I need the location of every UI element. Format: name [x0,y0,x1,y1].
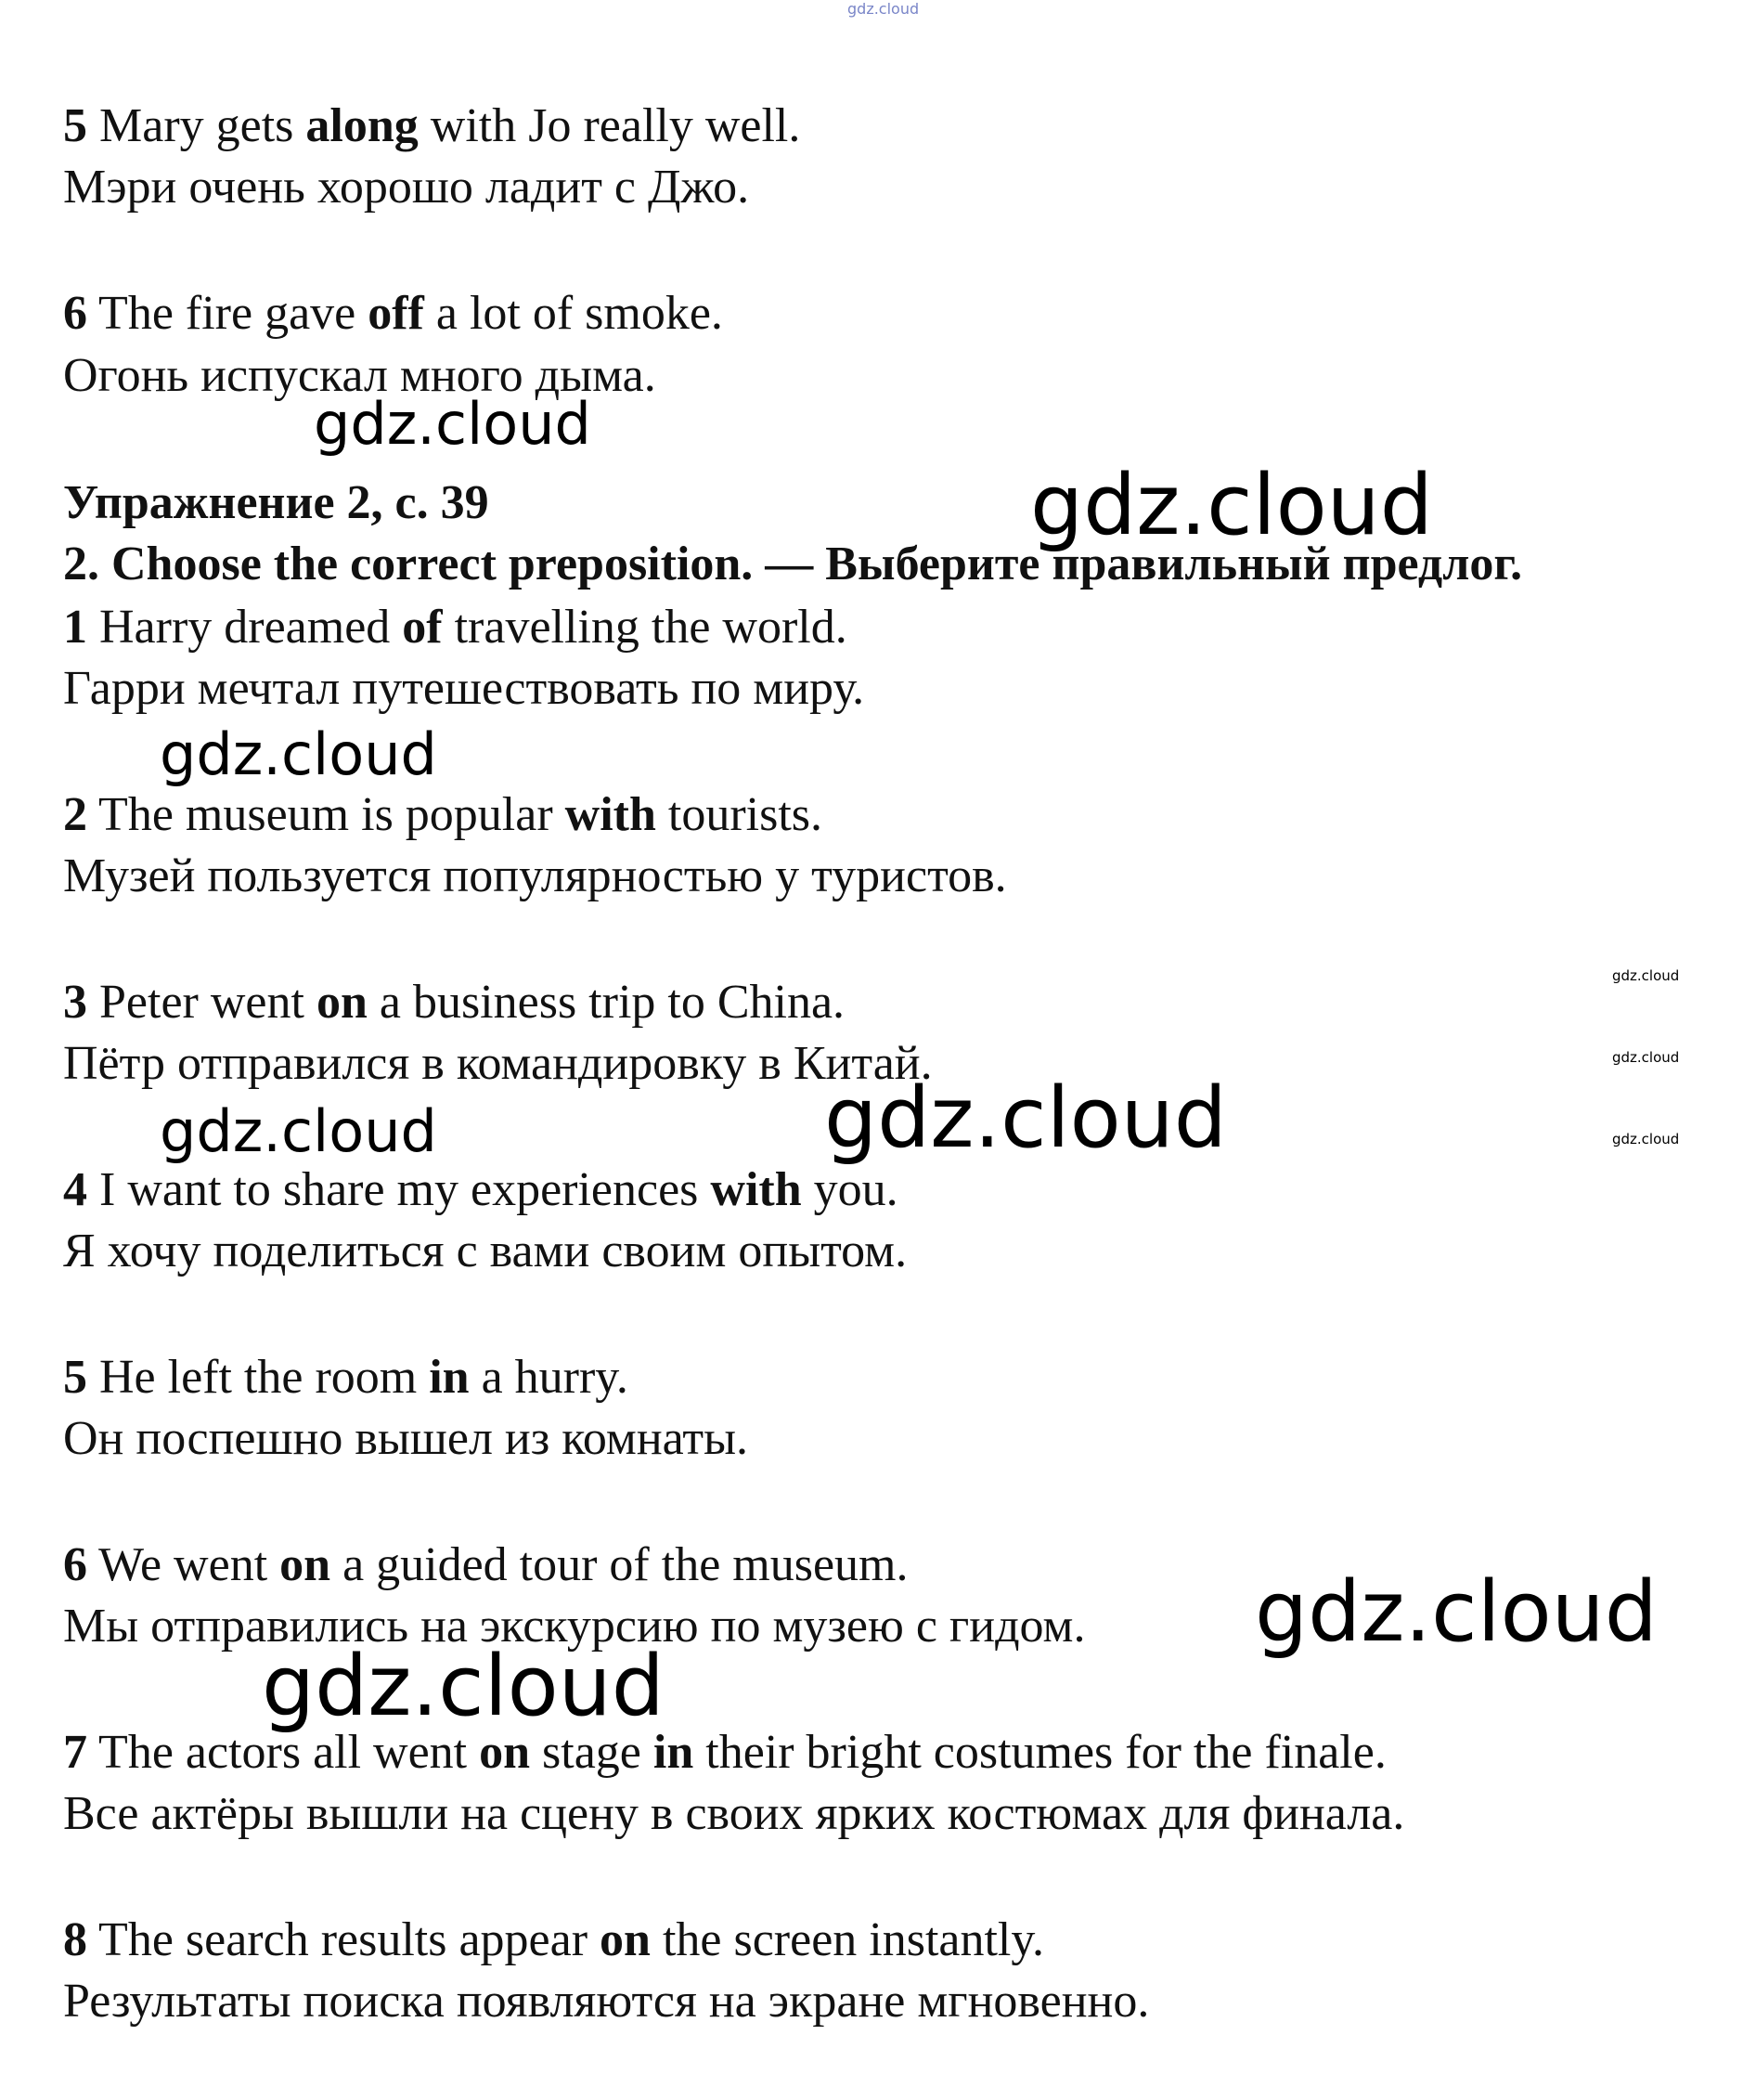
item-text: a guided tour of the museum. [330,1538,909,1591]
watermark-top: gdz.cloud [847,0,920,18]
item-number: 8 [63,1913,87,1966]
watermark: gdz.cloud [160,720,437,788]
item-text: Peter went [87,976,316,1029]
item-text: Harry dreamed [87,601,403,654]
item-text: Mary gets [87,99,306,152]
item-number: 7 [63,1726,87,1779]
item-number: 4 [63,1163,87,1216]
item-2-ru: Музей пользуется популярностью у туристов. [63,849,1007,902]
item-3-en [63,975,845,1031]
exercise-title: Упражнение 2, с. 39 [63,476,489,529]
item-number: 6 [63,287,87,340]
watermark-small: gdz.cloud [1612,1131,1680,1147]
item-text: the screen instantly. [650,1913,1045,1966]
answer-preposition: along [305,99,419,152]
item-3-ru: Пётр отправился в командировку в Китай. [63,1037,933,1090]
answer-preposition: with [564,788,656,841]
item-5-en [63,1350,628,1406]
item-text: The actors all went [87,1726,480,1779]
item-text: their bright costumes for the finale. [693,1726,1387,1779]
item-text: The fire gave [87,287,368,340]
item-2-en [63,787,822,843]
prev-item-6-ru: Огонь испускал много дыма. [63,349,656,402]
watermark-small: gdz.cloud [1612,1049,1680,1066]
item-4-ru: Я хочу поделиться с вами своим опытом. [63,1225,908,1277]
item-text: stage [530,1726,653,1779]
prev-item-5-en [63,98,800,154]
prev-item-6-en [63,286,723,342]
answer-preposition: with [710,1163,802,1216]
item-text: with Jo really well. [418,99,801,152]
item-7-ru: Все актёры вышли на сцену в своих ярких костюмах для финала. [63,1787,1405,1840]
item-text: The museum is popular [87,788,565,841]
watermark: gdz.cloud [1030,457,1433,554]
answer-preposition: off [368,287,424,340]
item-text: travelling the world. [442,601,847,654]
watermark: gdz.cloud [314,390,591,458]
item-number: 3 [63,976,87,1029]
watermark: gdz.cloud [262,1638,665,1735]
item-6-ru: Мы отправились на экскурсию по музею с гидом. [63,1600,1086,1653]
item-text: He left the room [87,1351,430,1404]
item-number: 1 [63,601,87,654]
item-number: 5 [63,99,87,152]
watermark: gdz.cloud [824,1069,1227,1167]
item-5-ru: Он поспешно вышел из комнаты. [63,1412,749,1465]
item-text: I want to share my experiences [87,1163,711,1216]
item-number: 2 [63,788,87,841]
item-1-en [63,600,847,655]
item-number: 5 [63,1351,87,1404]
answer-preposition: on [479,1726,531,1779]
item-text: a hurry. [469,1351,628,1404]
item-4-en [63,1162,898,1218]
answer-preposition: in [429,1351,470,1404]
item-1-ru: Гарри мечтал путешествовать по миру. [63,662,865,715]
item-8-en [63,1912,1044,1968]
prev-item-5-ru: Мэри очень хорошо ладит с Джо. [63,161,750,214]
watermark-small: gdz.cloud [1612,967,1680,984]
item-text: you. [801,1163,898,1216]
watermark: gdz.cloud [160,1097,437,1165]
item-text: We went [87,1538,280,1591]
exercise-instruction: 2. Choose the correct preposition. — Выберите правильный предлог. [63,538,1523,590]
watermark: gdz.cloud [1255,1563,1658,1661]
item-text: a lot of smoke. [423,287,723,340]
item-text: The search results appear [87,1913,600,1966]
item-text: a business trip to China. [367,976,846,1029]
item-7-en [63,1725,1387,1781]
item-text: tourists. [655,788,823,841]
item-8-ru: Результаты поиска появляются на экране мгновенно. [63,1975,1150,2028]
item-number: 6 [63,1538,87,1591]
answer-preposition: of [402,601,443,654]
answer-preposition: on [316,976,368,1029]
answer-preposition: in [652,1726,694,1779]
answer-preposition: on [600,1913,651,1966]
answer-preposition: on [279,1538,331,1591]
item-6-en [63,1537,909,1593]
